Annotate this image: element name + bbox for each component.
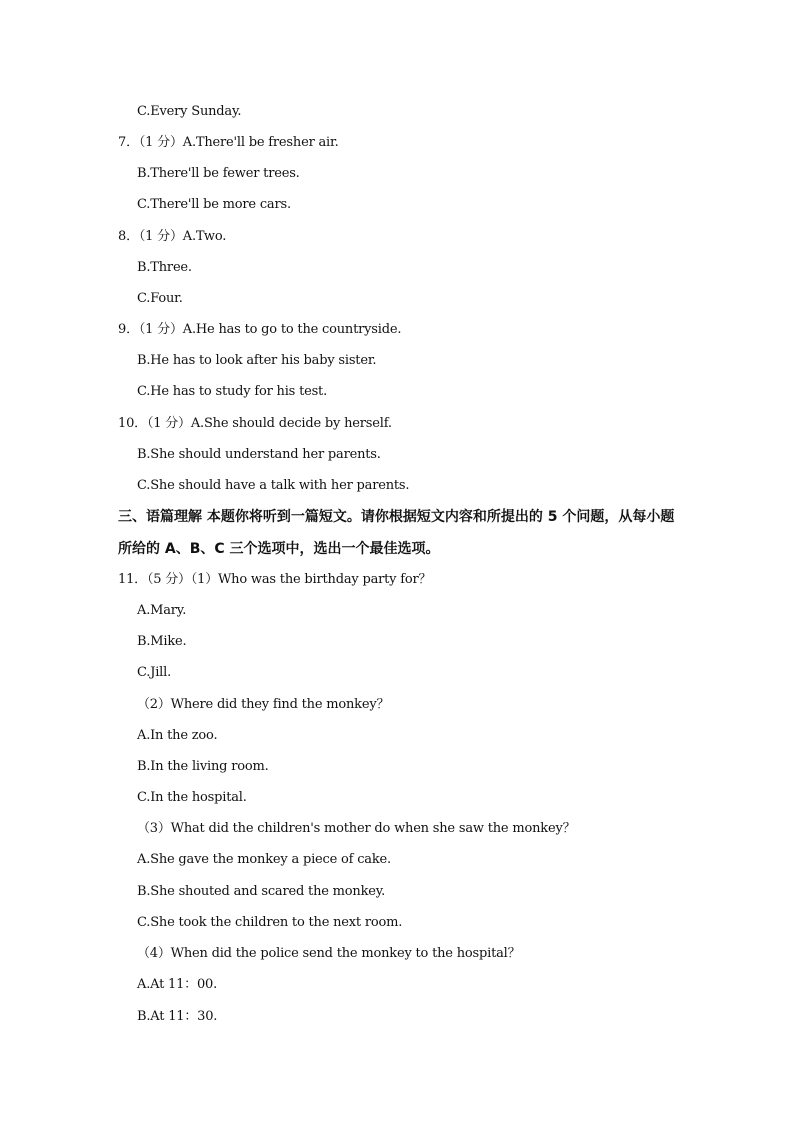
option-11-2c: C.In the hospital. [137,790,247,805]
option-7b: B.There'll be fewer trees. [137,166,300,181]
question-11-3: （3）What did the children's mother do when she saw the monkey？ [137,821,576,836]
option-11-2b: B.In the living room. [137,759,269,774]
question-9: 9．（1 分）A.He has to go to the countryside. [118,322,402,337]
question-7: 7．（1 分）A.There'll be fresher air. [118,135,339,150]
option-11-3a: A.She gave the monkey a piece of cake. [137,852,391,867]
option-11-1b: B.Mike. [137,634,187,649]
option-11-4b: B.At 11：30. [137,1009,218,1024]
option-6c: C.Every Sunday. [137,104,242,119]
option-10c: C.She should have a talk with her parents. [137,478,410,493]
option-9b: B.He has to look after his baby sister. [137,353,377,368]
option-8b: B.Three. [137,260,192,275]
question-11-1: 11．（5 分）（1）Who was the birthday party for？ [118,572,432,587]
option-7c: C.There'll be more cars. [137,197,291,212]
option-11-3b: B.She shouted and scared the monkey. [137,884,386,899]
option-11-3c: C.She took the children to the next room. [137,915,403,930]
section-heading-line-1: 三、语篇理解 本题你将听到一篇短文。请你根据短文内容和所提出的 5 个问题，从每小题 [118,509,675,525]
section-heading-line-2: 所给的 A、B、C 三个选项中，选出一个最佳选项。 [118,541,440,557]
question-11-4: （4）When did the police send the monkey to the hospital？ [137,946,521,961]
option-11-1c: C.Jill. [137,665,172,680]
option-9c: C.He has to study for his test. [137,384,328,399]
question-10: 10．（1 分）A.She should decide by herself. [118,416,392,431]
question-11-2: （2）Where did they find the monkey？ [137,697,390,712]
option-8c: C.Four. [137,291,183,306]
option-11-1a: A.Mary. [137,603,187,618]
option-11-4a: A.At 11：00. [137,977,218,992]
question-8: 8．（1 分）A.Two. [118,229,227,244]
option-10b: B.She should understand her parents. [137,447,381,462]
option-11-2a: A.In the zoo. [137,728,218,743]
